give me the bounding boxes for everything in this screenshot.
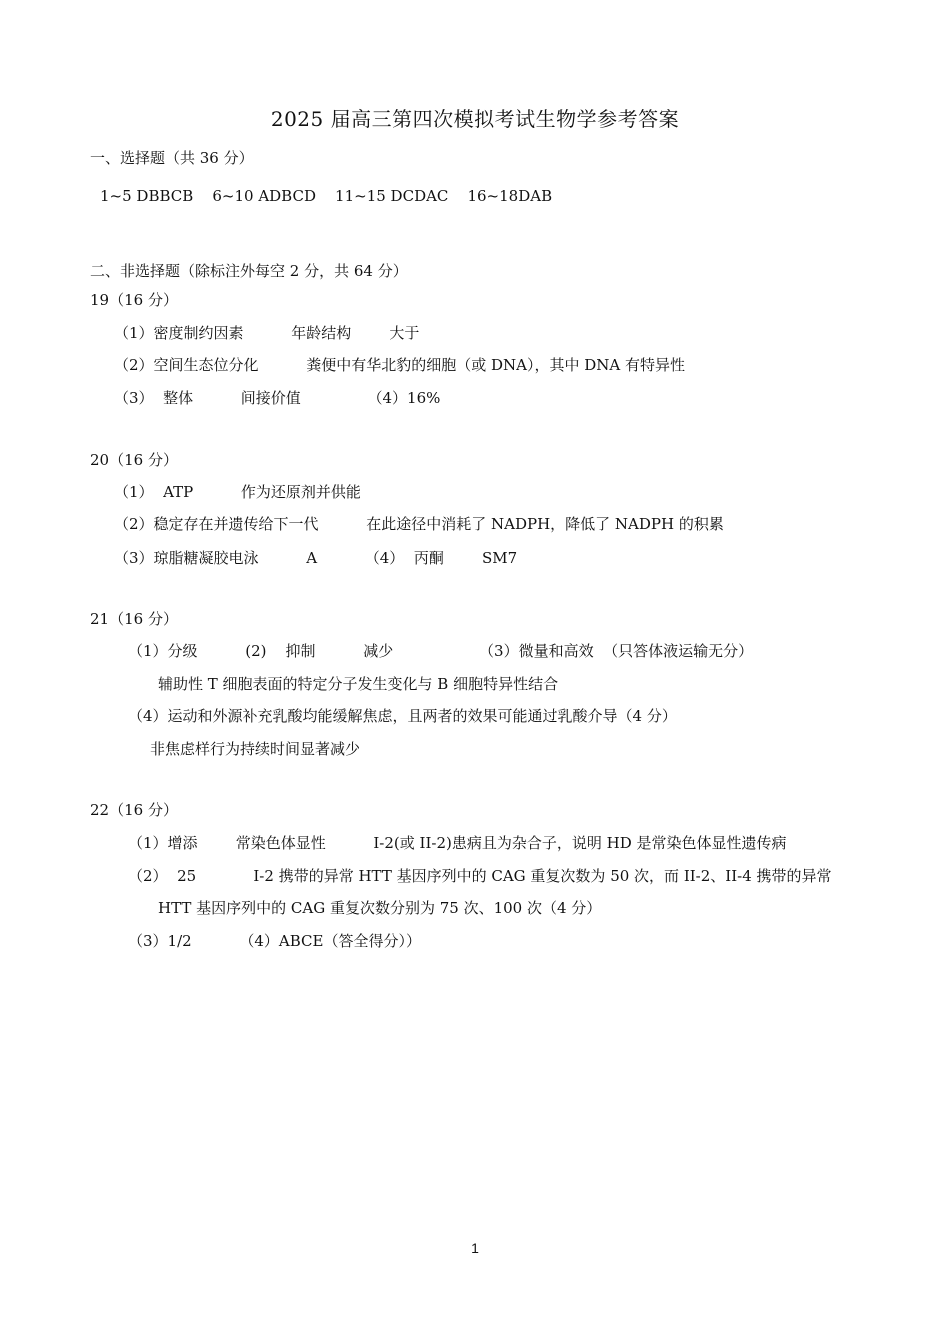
- section-heading-choice: 一、选择题（共 36 分）: [90, 149, 254, 167]
- q19-answer-line: （2）空间生态位分化 粪便中有华北豹的细胞（或 DNA），其中 DNA 有特异性: [114, 356, 685, 374]
- q22-answer-line: （1）增添 常染色体显性 I-2(或 II-2)患病且为杂合子，说明 HD 是常染色体显性遗传病: [128, 834, 787, 852]
- q21-heading: 21（16 分）: [90, 610, 178, 628]
- q21-answer-line: 辅助性 T 细胞表面的特定分子发生变化与 B 细胞特异性结合: [158, 675, 559, 693]
- q19-heading: 19（16 分）: [90, 291, 178, 309]
- q21-answer-line: （1）分级 (2) 抑制 减少 （3）微量和高效 （只答体液运输无分）: [128, 642, 754, 660]
- q20-answer-line: （3）琼脂糖凝胶电泳 A （4） 丙酮 SM7: [114, 549, 518, 567]
- q21-answer-line: 非焦虑样行为持续时间显著减少: [150, 740, 361, 758]
- q20-heading: 20（16 分）: [90, 451, 178, 469]
- q22-answer-line: （2） 25 I-2 携带的异常 HTT 基因序列中的 CAG 重复次数为 50 次，而 II-2、II-4 携带的异常: [128, 867, 832, 885]
- q22-answer-line: HTT 基因序列中的 CAG 重复次数分别为 75 次、100 次（4 分）: [158, 899, 602, 917]
- q22-heading: 22（16 分）: [90, 801, 178, 819]
- q19-answer-line: （1）密度制约因素 年龄结构 大于: [114, 324, 420, 342]
- q20-answer-line: （1） ATP 作为还原剂并供能: [114, 483, 361, 501]
- page-number: 1: [471, 1240, 479, 1256]
- page-title: 2025 届高三第四次模拟考试生物学参考答案: [270, 107, 680, 131]
- q19-answer-line: （3） 整体 间接价值 （4）16%: [114, 389, 441, 407]
- q22-answer-line: （3）1/2 （4）ABCE（答全得分））: [128, 932, 421, 950]
- q20-answer-line: （2）稳定存在并遗传给下一代 在此途径中消耗了 NADPH，降低了 NADPH 的积累: [114, 515, 724, 533]
- section-heading-nonchoice: 二、非选择题（除标注外每空 2 分，共 64 分）: [90, 262, 408, 280]
- choice-answers: 1~5 DBBCB 6~10 ADBCD 11~15 DCDAC 16~18DAB: [100, 187, 553, 205]
- q21-answer-line: （4）运动和外源补充乳酸均能缓解焦虑，且两者的效果可能通过乳酸介导（4 分）: [128, 707, 677, 725]
